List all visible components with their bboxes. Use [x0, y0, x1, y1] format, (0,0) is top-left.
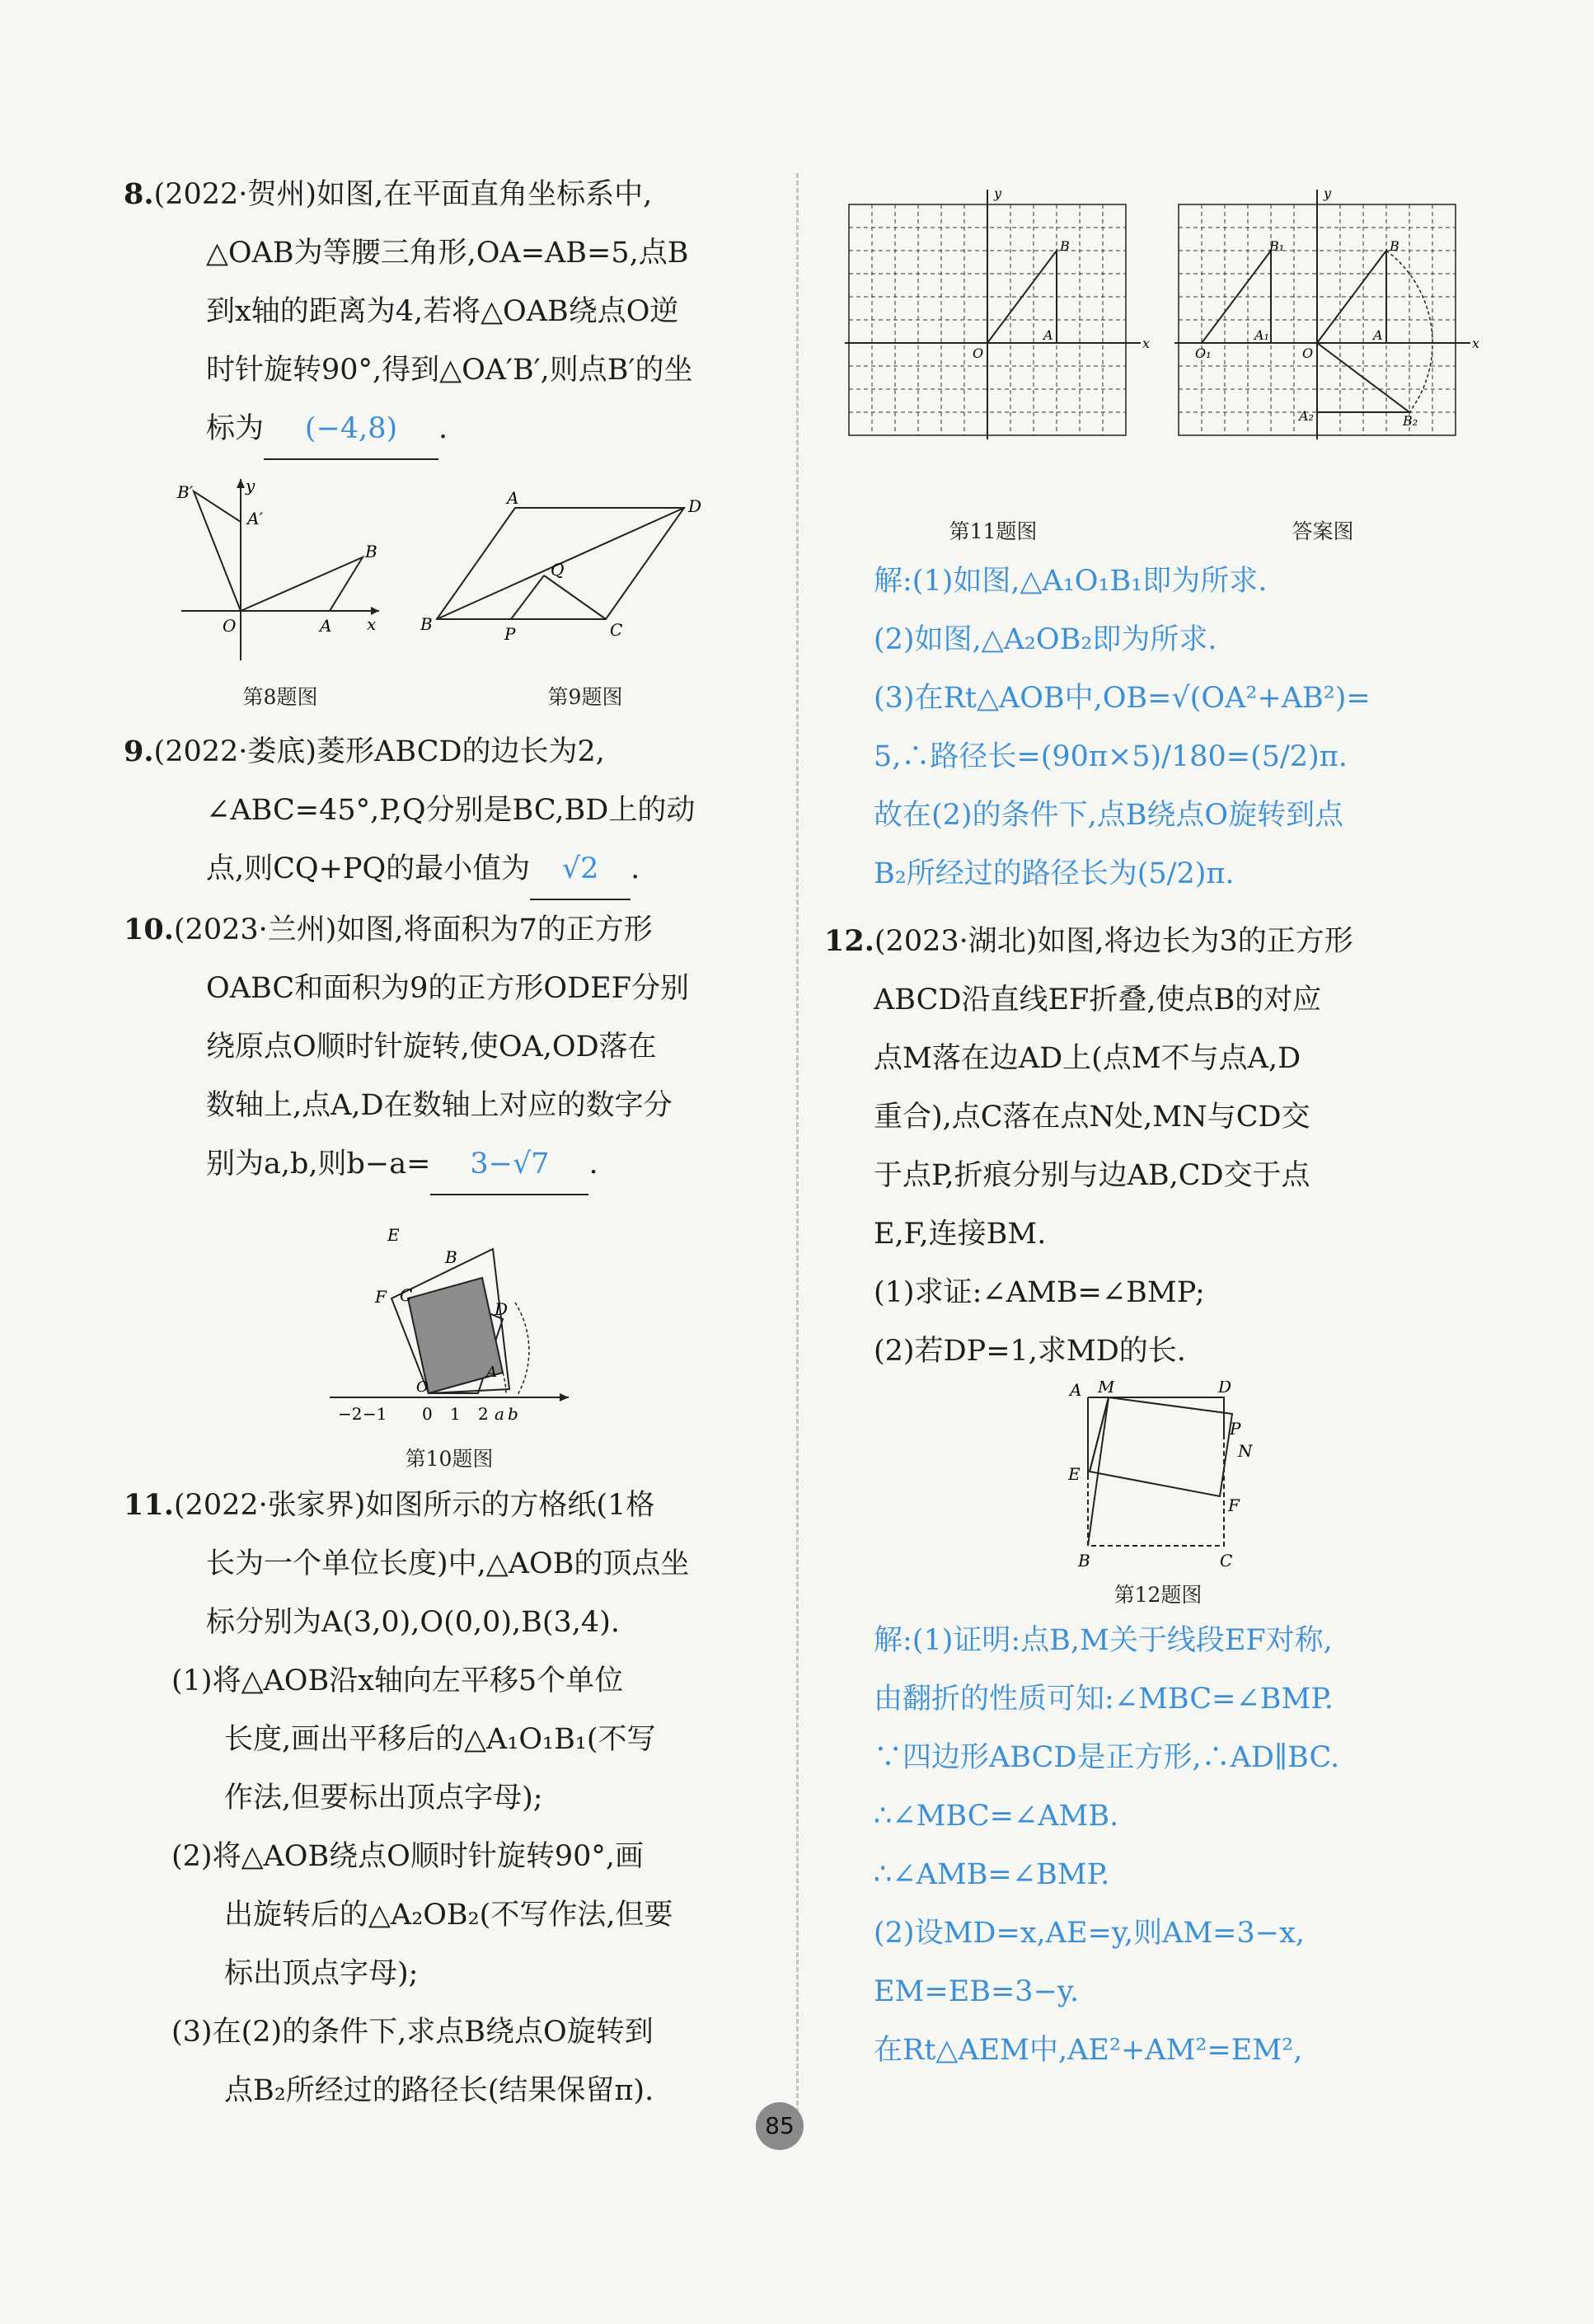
q8-number: 8. — [124, 177, 154, 211]
figure-11-caption: 第11题图 — [949, 519, 1038, 543]
q9-number: 9. — [124, 735, 154, 768]
q9-line: ∠ABC=45°,P,Q分别是BC,BD上的动 — [206, 794, 696, 827]
label-a1: A₁ — [1254, 327, 1269, 343]
left-column — [124, 165, 758, 2120]
svg-text:E: E — [1068, 1464, 1081, 1484]
svg-text:C: C — [610, 620, 623, 640]
q12-part: (2)若DP=1,求MD的长. — [874, 1335, 1186, 1368]
q11-part1-line: 长度,画出平移后的△A₁O₁B₁(不写 — [224, 1723, 656, 1756]
figure-8-caption: 第8题图 — [242, 685, 318, 709]
q8-tail: 标为 — [206, 412, 265, 445]
figure-12-block — [824, 1381, 1475, 1612]
svg-text:N: N — [1238, 1441, 1253, 1461]
q10-line: 数轴上,点A,D在数轴上对应的数字分 — [206, 1089, 673, 1122]
solution-line: 解:(1)证明:点B,M关于线段EF对称, — [874, 1624, 1333, 1657]
q8-line: △OAB为等腰三角形,OA=AB=5,点B — [206, 237, 689, 270]
svg-text:F: F — [375, 1287, 387, 1307]
figure-11-answer — [1170, 173, 1484, 486]
solution-line: 故在(2)的条件下,点B绕点O旋转到点 — [874, 799, 1344, 832]
q12-solution — [824, 1612, 1475, 2080]
svg-text:B′: B′ — [177, 482, 194, 502]
svg-text:D: D — [1218, 1381, 1232, 1397]
q12-number: 12. — [824, 924, 874, 958]
figure-9-caption: 第9题图 — [547, 685, 623, 709]
svg-text:x: x — [367, 614, 377, 634]
svg-text:O: O — [416, 1378, 429, 1396]
q9-tail: 点,则CQ+PQ的最小值为 — [206, 852, 531, 885]
label-o1: O₁ — [1195, 345, 1212, 361]
svg-text:D: D — [495, 1299, 509, 1319]
q12-part: (1)求证:∠AMB=∠BMP; — [874, 1276, 1205, 1309]
solution-line: EM=EB=3−y. — [874, 1975, 1080, 2008]
q11-part3-line: (3)在(2)的条件下,求点B绕点O旋转到 — [171, 2016, 654, 2049]
label-b2: B₂ — [1403, 413, 1418, 429]
q9-line: (2022·娄底)菱形ABCD的边长为2, — [153, 735, 605, 768]
svg-text:−2: −2 — [338, 1404, 363, 1424]
solution-line: 5,∴路径长=(90π×5)/180=(5/2)π. — [874, 740, 1348, 773]
label-a2: A₂ — [1299, 408, 1314, 424]
q8-line: (2022·贺州)如图,在平面直角坐标系中, — [153, 178, 653, 211]
question-9 — [124, 722, 758, 900]
question-12 — [824, 912, 1475, 1381]
q11-part2-line: (2)将△AOB绕点O顺时针旋转90°,画 — [171, 1840, 645, 1873]
svg-text:M: M — [1098, 1381, 1115, 1397]
svg-text:C: C — [1220, 1551, 1233, 1570]
label-b: B — [1390, 238, 1399, 254]
svg-text:2: 2 — [478, 1404, 489, 1424]
svg-text:A: A — [486, 1364, 497, 1381]
svg-text:−1: −1 — [363, 1404, 387, 1424]
figure-12-caption: 第12题图 — [1113, 1583, 1203, 1607]
q11-part2-line: 出旋转后的△A₂OB₂(不写作法,但要 — [224, 1899, 673, 1932]
page-number: 85 — [756, 2102, 804, 2150]
svg-text:Q: Q — [551, 560, 565, 580]
svg-text:C: C — [400, 1285, 413, 1305]
q8-period: . — [438, 412, 448, 445]
q9-period: . — [631, 852, 640, 885]
label-b: B — [1060, 238, 1070, 254]
svg-text:P: P — [504, 624, 516, 644]
q11-line: 标分别为A(3,0),O(0,0),B(3,4). — [206, 1606, 620, 1639]
svg-text:B: B — [1078, 1551, 1090, 1570]
q12-line: 点M落在边AD上(点M不与点A,D — [874, 1042, 1301, 1075]
column-divider — [796, 173, 799, 2135]
svg-text:0: 0 — [422, 1404, 433, 1424]
y-label: y — [994, 185, 1002, 201]
q10-number: 10. — [124, 913, 174, 946]
x-label: x — [1472, 336, 1480, 351]
figure-row-8-9 — [124, 467, 758, 722]
figure-12 — [1055, 1381, 1269, 1570]
q11-part2-line: 标出顶点字母); — [224, 1957, 419, 1990]
q8-line: 时针旋转90°,得到△OA′B′,则点B′的坐 — [206, 354, 693, 387]
question-8 — [124, 165, 758, 460]
solution-line: B₂所经过的路径长为(5/2)π. — [874, 857, 1235, 890]
right-column — [824, 165, 1480, 2080]
svg-text:b: b — [508, 1404, 518, 1424]
q11-part3-line: 点B₂所经过的路径长(结果保留π). — [224, 2074, 654, 2107]
q10-line: 绕原点O顺时针旋转,使OA,OD落在 — [206, 1031, 657, 1063]
q10-answer: 3−√7 — [430, 1135, 588, 1195]
label-a: A — [1043, 327, 1053, 343]
label-o: O — [973, 345, 984, 361]
svg-text:A: A — [1070, 1381, 1082, 1400]
svg-text:B: B — [420, 614, 433, 634]
svg-text:y: y — [246, 476, 256, 495]
svg-text:A′: A′ — [247, 509, 263, 528]
svg-text:O: O — [223, 616, 237, 636]
figure-10-caption: 第10题图 — [405, 1447, 494, 1471]
svg-text:F: F — [1228, 1495, 1240, 1515]
svg-text:A: A — [320, 616, 332, 636]
q11-part1-line: 作法,但要标出顶点字母); — [224, 1782, 543, 1815]
label-a: A — [1373, 327, 1383, 343]
figure-9 — [420, 483, 734, 648]
svg-text:B: B — [365, 542, 377, 561]
q12-line: (2023·湖北)如图,将边长为3的正方形 — [874, 925, 1353, 958]
q9-answer: √2 — [530, 840, 631, 900]
svg-text:1: 1 — [450, 1404, 461, 1424]
q11-solution — [824, 552, 1475, 904]
figure-11 — [841, 173, 1154, 486]
svg-text:a: a — [495, 1404, 504, 1424]
solution-line: 在Rt△AEM中,AE²+AM²=EM², — [874, 2034, 1303, 2067]
svg-text:D: D — [688, 496, 702, 516]
q10-line: OABC和面积为9的正方形ODEF分别 — [206, 972, 689, 1005]
figure-8 — [173, 475, 387, 664]
solution-line: ∵四边形ABCD是正方形,∴AD∥BC. — [874, 1741, 1340, 1774]
svg-text:E: E — [387, 1225, 400, 1245]
q10-line: (2023·兰州)如图,将面积为7的正方形 — [173, 913, 653, 946]
q8-line: 到x轴的距离为4,若将△OAB绕点O逆 — [206, 295, 679, 328]
question-11 — [124, 1476, 758, 2120]
q10-tail: 别为a,b,则b−a= — [206, 1148, 431, 1181]
svg-text:A: A — [507, 488, 519, 508]
figure-11-answer-caption: 答案图 — [1292, 519, 1354, 543]
q11-number: 11. — [124, 1488, 174, 1522]
solution-line: (2)如图,△A₂OB₂即为所求. — [874, 623, 1217, 656]
x-label: x — [1142, 336, 1151, 351]
q11-line: 长为一个单位长度)中,△AOB的顶点坐 — [206, 1547, 690, 1580]
figure-10 — [330, 1204, 577, 1426]
label-o: O — [1302, 345, 1314, 361]
figure-10-block — [124, 1195, 758, 1476]
q8-answer: (−4,8) — [264, 400, 438, 460]
q12-line: E,F,连接BM. — [874, 1218, 1047, 1251]
q12-line: 于点P,折痕分别与边AB,CD交于点 — [874, 1159, 1310, 1192]
solution-line: ∴∠AMB=∠BMP. — [874, 1858, 1110, 1891]
figure-row-11 — [824, 165, 1480, 552]
y-label: y — [1324, 185, 1332, 201]
q12-line: 重合),点C落在点N处,MN与CD交 — [874, 1101, 1310, 1134]
q12-line: ABCD沿直线EF折叠,使点B的对应 — [874, 984, 1322, 1016]
q11-part1-line: (1)将△AOB沿x轴向左平移5个单位 — [171, 1664, 624, 1697]
solution-line: 解:(1)如图,△A₁O₁B₁即为所求. — [874, 565, 1268, 598]
solution-line: (2)设MD=x,AE=y,则AM=3−x, — [874, 1917, 1305, 1950]
solution-line: (3)在Rt△AOB中,OB=√(OA²+AB²)= — [874, 682, 1371, 715]
question-10 — [124, 900, 758, 1195]
solution-line: 由翻折的性质可知:∠MBC=∠BMP. — [874, 1683, 1334, 1716]
solution-line: ∴∠MBC=∠AMB. — [874, 1800, 1119, 1833]
svg-text:B: B — [445, 1247, 457, 1267]
svg-text:P: P — [1230, 1419, 1241, 1439]
label-b1: B₁ — [1269, 238, 1285, 254]
q11-line: (2022·张家界)如图所示的方格纸(1格 — [173, 1489, 655, 1522]
q10-period: . — [588, 1148, 598, 1181]
